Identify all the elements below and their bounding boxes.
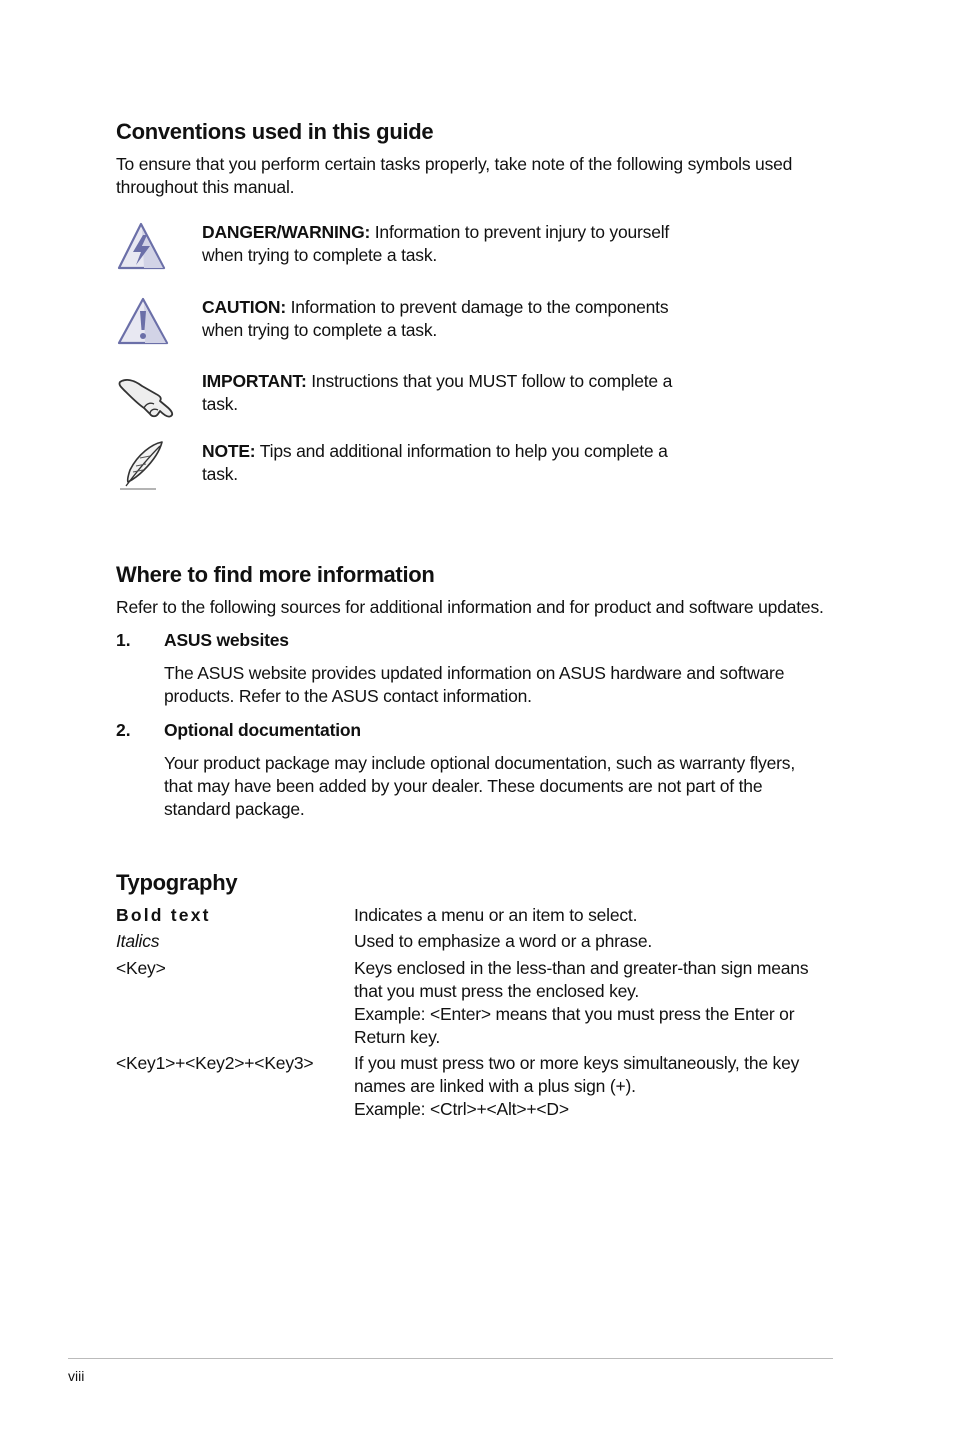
section-heading-more-info: Where to find more information — [116, 562, 435, 587]
feather-quill-icon — [116, 440, 172, 492]
pointing-hand-icon — [116, 370, 172, 422]
typography-term: Italics — [116, 931, 160, 951]
exclamation-caution-icon — [116, 296, 172, 348]
typography-description: Indicates a menu or an item to select. — [354, 905, 638, 925]
conventions-intro: To ensure that you perform certain tasks properly, take note of the following symbols used throughout this manual. — [116, 154, 793, 197]
lightning-warning-icon — [116, 221, 172, 273]
typography-term: <Key1>+<Key2>+<Key3> — [116, 1053, 314, 1073]
notice-danger-warning: DANGER/WARNING: Information to prevent injury to yourself when trying to complete a task. — [116, 221, 716, 277]
notice-note: NOTE: Tips and additional information to help you complete a task. — [116, 440, 716, 496]
list-item-title: Optional documentation — [164, 720, 361, 740]
notice-caution: CAUTION: Information to prevent damage to the components when trying to complete a task. — [116, 296, 716, 352]
footer-divider — [68, 1358, 833, 1359]
list-item-body: The ASUS website provides updated information on ASUS hardware and software products. Refer to the ASUS contact information. — [164, 663, 785, 706]
page-number: viii — [68, 1368, 85, 1384]
notice-important: IMPORTANT: Instructions that you MUST follow to complete a task. — [116, 370, 716, 426]
more-info-intro: Refer to the following sources for additional information and for product and software updates. — [116, 597, 824, 617]
list-item-number: 1. — [116, 630, 131, 650]
list-item-body: Your product package may include optional documentation, such as warranty flyers, that may have been added by your dealer. These documents are not part of the standard package. — [164, 753, 796, 819]
notice-label: CAUTION: — [202, 297, 286, 317]
list-item-number: 2. — [116, 720, 131, 740]
typography-description: Used to emphasize a word or a phrase. — [354, 931, 653, 951]
section-heading-conventions: Conventions used in this guide — [116, 119, 434, 144]
list-item-title: ASUS websites — [164, 630, 289, 650]
notice-label: NOTE: — [202, 441, 256, 461]
notice-label: DANGER/WARNING: — [202, 222, 371, 242]
typography-term: <Key> — [116, 958, 166, 978]
section-heading-typography: Typography — [116, 870, 238, 895]
typography-description: If you must press two or more keys simultaneously, the key names are linked with a plus sign (+). Example: <Ctrl>+<Alt>+<D> — [354, 1053, 800, 1119]
typography-description: Keys enclosed in the less-than and greater-than sign means that you must press the enclosed key. Example: <Enter> means that you must press the Enter or Return key. — [354, 958, 809, 1047]
typography-term: Bold text — [116, 905, 211, 925]
notice-label: IMPORTANT: — [202, 371, 307, 391]
